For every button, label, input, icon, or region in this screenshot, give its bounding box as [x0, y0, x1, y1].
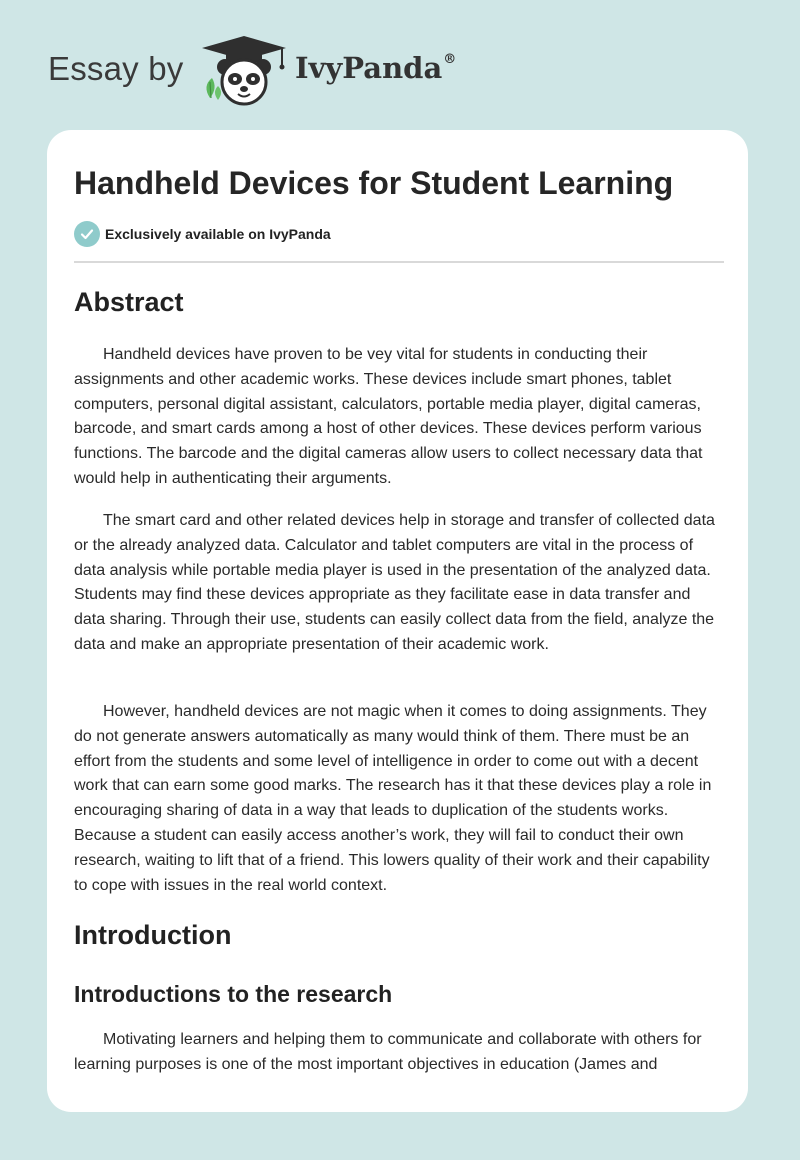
research-subheading: Introductions to the research: [74, 981, 393, 1007]
check-circle-icon: [74, 221, 100, 247]
panda-graduate-icon[interactable]: [198, 34, 290, 108]
badge-label: Exclusively available on IvyPanda: [105, 226, 331, 242]
essay-card: [47, 130, 748, 1112]
abstract-paragraph-2: The smart card and other related devices help in storage and transfer of collected data or the already analyzed data. Calculator and tablet computers are vital in the process of data analysis while portable media player is used in the presentation of the analyzed data. Students may find these devices appropriate as they facilitate ease in data transfer and data sharing. Through their use, students can easily collect data from the field, analyze the data and make an appropriate presentation of their academic work.: [74, 512, 715, 653]
abstract-paragraph-1: Handheld devices have proven to be vey vital for students in conducting their assignments and other academic works. These devices include smart phones, tablet computers, personal digital assistant, calculators, portable media player, digital cameras, barcode, and smart cards among a host of other devices. These devices perform various functions. The barcode and the digital cameras allow users to collect necessary data that would help in authenticating their arguments.: [74, 346, 703, 487]
page-title: Handheld Devices for Student Learning: [74, 165, 674, 201]
title-divider: [74, 261, 724, 263]
site-header: [48, 34, 748, 114]
brand-name[interactable]: [295, 51, 456, 85]
trademark-symbol: ®: [443, 52, 457, 68]
introduction-heading: Introduction: [74, 920, 232, 950]
brand-name-text: IvyPanda: [295, 51, 443, 85]
abstract-heading: Abstract: [74, 287, 184, 317]
brand-prefix: Essay by: [48, 50, 184, 87]
exclusive-badge: [74, 221, 331, 247]
introduction-paragraph: Motivating learners and helping them to communicate and collaborate with others for learning purposes is one of the most important objectives in education (James and: [74, 1031, 702, 1073]
abstract-paragraph-3: However, handheld devices are not magic when it comes to doing assignments. They do not generate answers automatically as many would think of them. There must be an effort from the students and some level of intelligence in order to come out with a decent work that can earn some good marks. The research has it that these devices play a role in encouraging sharing of data in a way that leads to duplication of the students works. Because a student can easily access another’s work, they will fail to conduct their own research, waiting to lift that of a friend. This lowers quality of their work and their capability to cope with issues in the real world context.: [74, 703, 712, 894]
